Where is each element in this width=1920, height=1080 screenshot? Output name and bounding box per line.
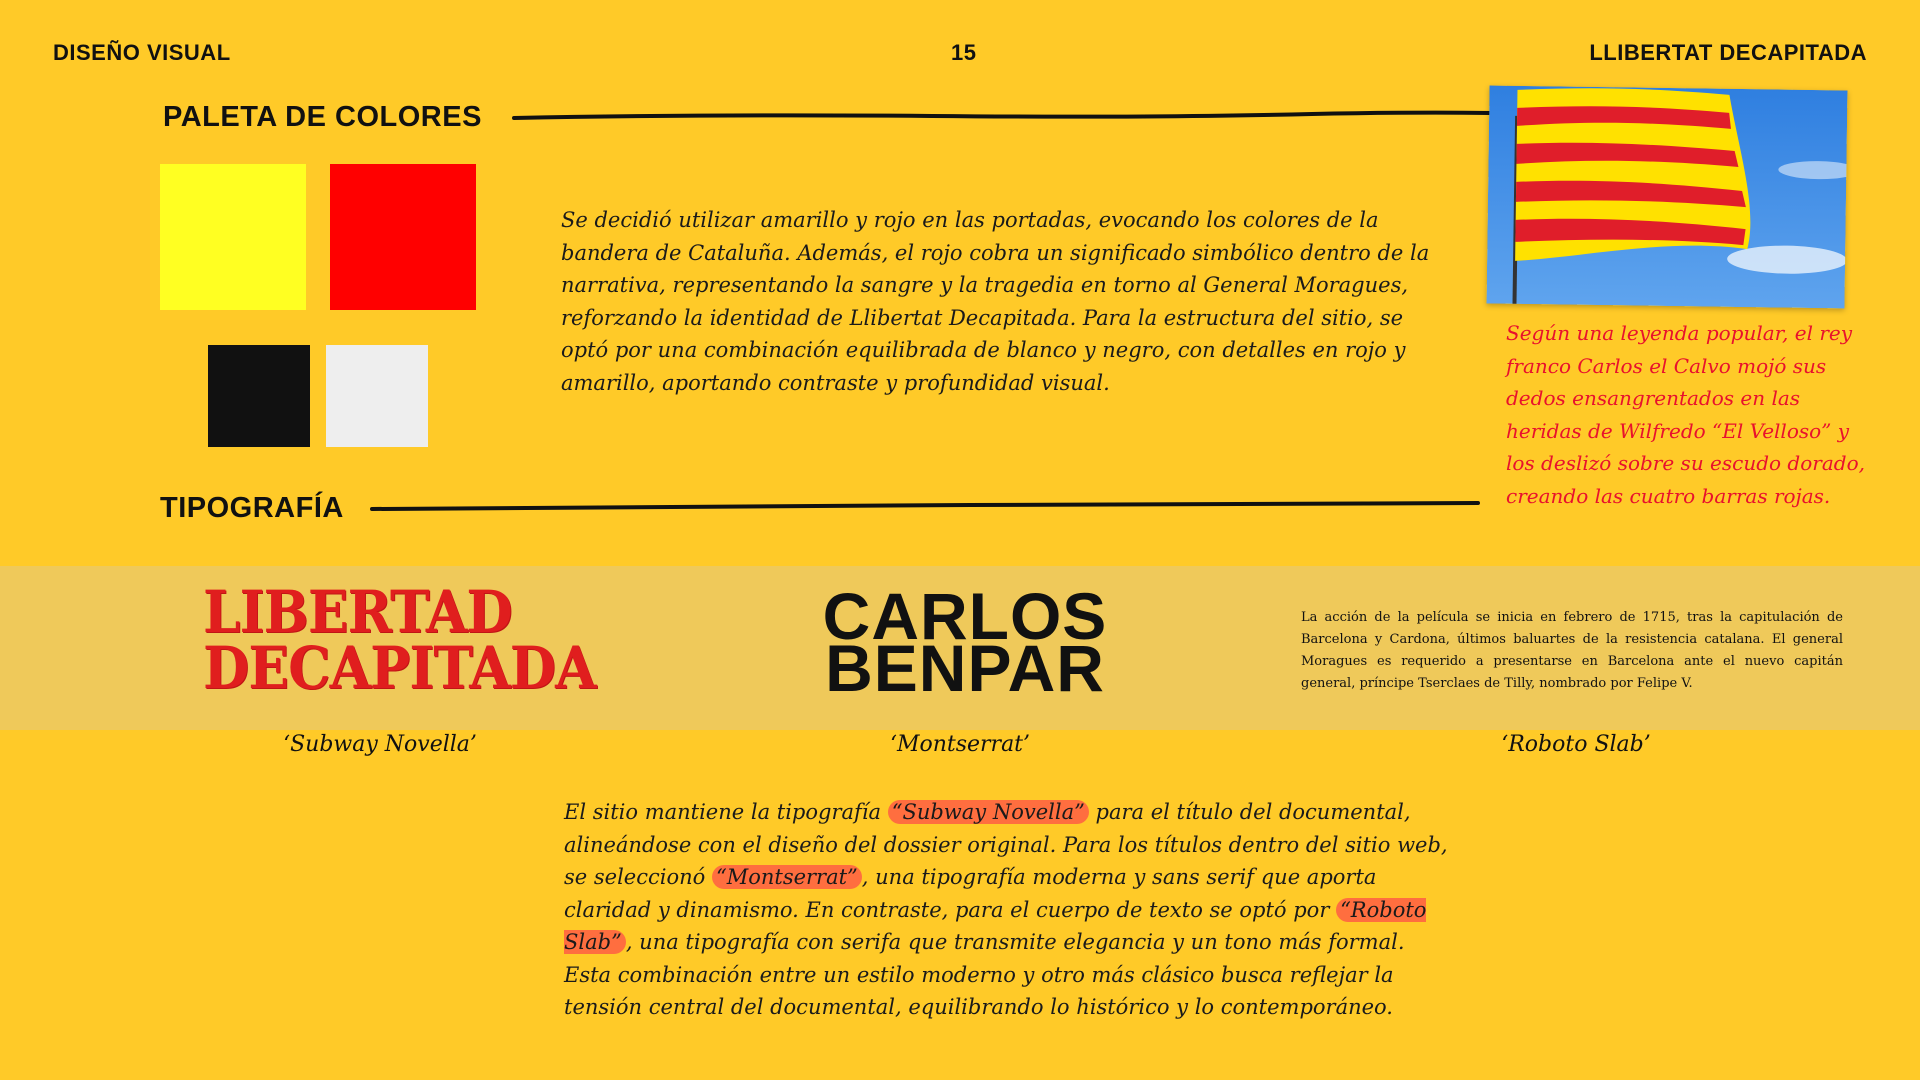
page-number: 15 (951, 40, 977, 65)
font-label-roboto: ‘Roboto Slab’ (1501, 732, 1651, 757)
highlight-montserrat: “Montserrat” (712, 865, 862, 889)
palette-divider-line (512, 104, 1492, 124)
palette-title: PALETA DE COLORES (163, 101, 482, 133)
swatch-yellow (160, 164, 306, 310)
catalan-flag-image (1486, 86, 1847, 309)
typography-description-part2: para el título del documental, alineándose con el diseño del dossier original. Para los títulos dentro del sitio web, se seleccionó (564, 800, 1448, 889)
typography-description-part3: , una tipografía moderna y sans serif que aporta claridad y dinamismo. En contraste, para el cuerpo de texto se optó por (564, 865, 1377, 922)
header-right: LLIBERTAT DECAPITADA (1589, 40, 1867, 65)
typography-title: TIPOGRAFÍA (160, 492, 344, 524)
typography-divider-line (370, 497, 1480, 515)
legend-note: Según una leyenda popular, el rey franco Carlos el Calvo mojó sus dedos ensangrentados en las heridas de Wilfredo “El Velloso” y los deslizó sobre su escudo dorado, creando las cuatro barras rojas. (1506, 321, 1865, 508)
subway-sample-line2: DECAPITADA (203, 634, 596, 702)
montserrat-sample (760, 579, 1170, 705)
highlight-roboto-slab: “Roboto Slab” (564, 897, 1427, 954)
swatch-black (208, 345, 310, 447)
typography-description-part1: El sitio mantiene la tipografía (564, 800, 882, 824)
typography-description-part4: , una tipografía con serifa que transmite elegancia y un tono más formal. Esta combinación entre un estilo moderno y otro más clásico busca reflejar la tensión central del documental, equilibrando lo histórico y lo contemporáneo. (564, 930, 1405, 1019)
roboto-slab-sample: La acción de la película se inicia en febrero de 1715, tras la capitulación de Barcelona y Cardona, últimos baluartes de la resistencia catalana. El general Moragues es requerido a presentarse en Barcelona ante el nuevo capitán general, príncipe Tserclaes de Tilly, nombrado por Felipe V. (1301, 610, 1843, 691)
montserrat-sample-line1: CARLOS (822, 579, 1108, 653)
subway-novella-sample (203, 578, 645, 702)
subway-sample-line1: LIBERTAD (203, 578, 512, 646)
header-left: DISEÑO VISUAL (53, 40, 231, 65)
font-label-subway: ‘Subway Novella’ (283, 732, 477, 757)
swatch-red (330, 164, 476, 310)
palette-description: Se decidió utilizar amarillo y rojo en las portadas, evocando los colores de la bandera de Cataluña. Además, el rojo cobra un significado simbólico dentro de la narrativa, representando la sangre y la tragedia en torno al General Moragues, reforzando la identidad de Llibertat Decapitada. Para la estructura del sitio, se optó por una combinación equilibrada de blanco y negro, con detalles en rojo y amarillo, aportando contraste y profundidad visual. (561, 208, 1430, 395)
font-label-montserrat: ‘Montserrat’ (889, 732, 1031, 757)
highlight-subway-novella: “Subway Novella” (888, 800, 1089, 824)
typography-description (564, 796, 1454, 1024)
montserrat-sample-line2: BENPAR (825, 631, 1105, 705)
swatch-white (326, 345, 428, 447)
